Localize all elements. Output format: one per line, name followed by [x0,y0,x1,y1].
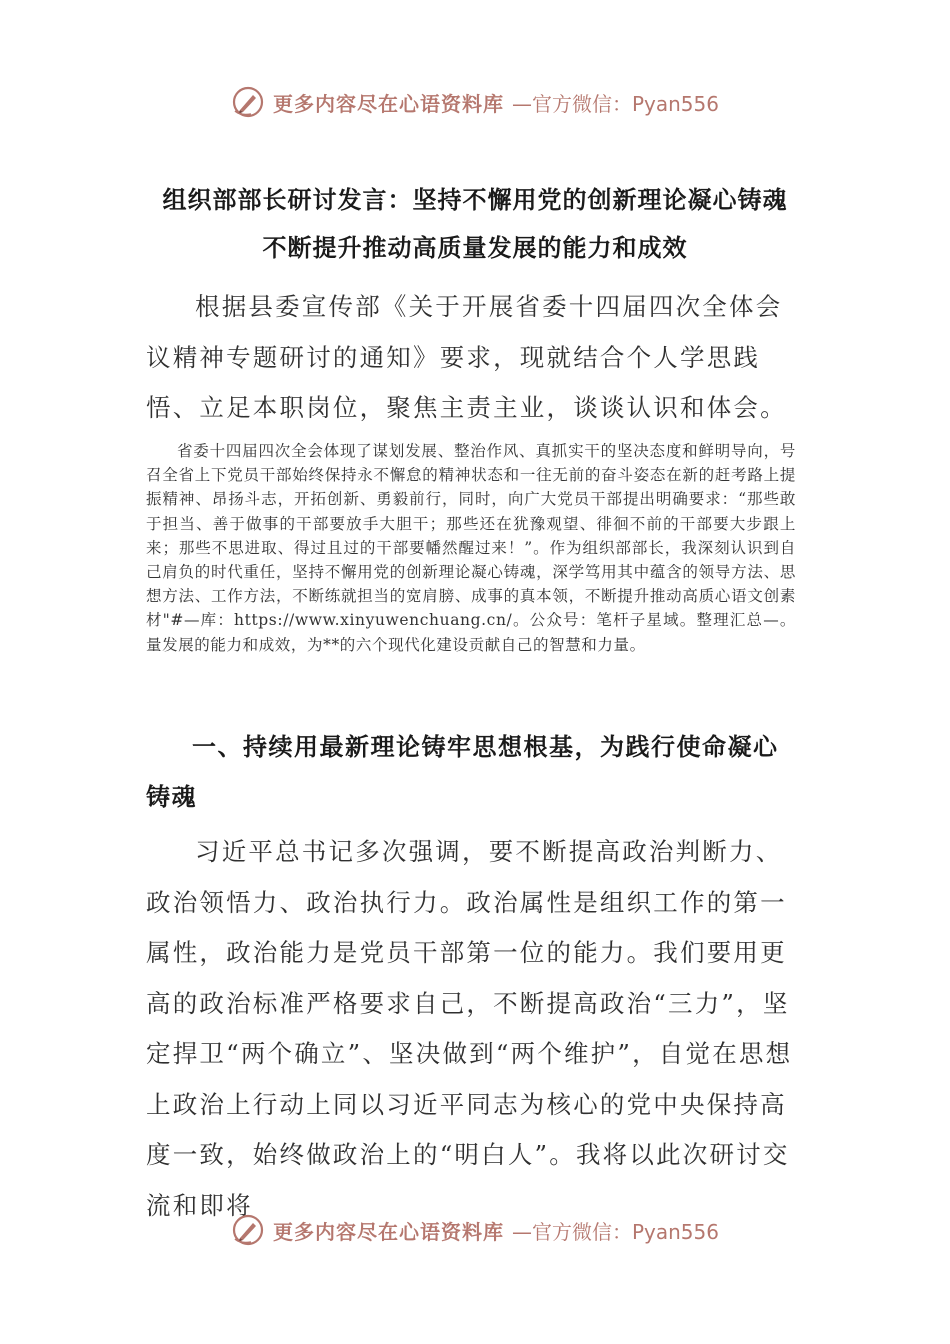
document-title-line-1: 组织部部长研讨发言：坚持不懈用党的创新理论凝心铸魂 [162,186,788,214]
section-heading: 一、持续用最新理论铸牢思想根基，为践行使命凝心铸魂 [146,733,779,811]
document-title-line-2: 不断提升推动高质量发展的能力和成效 [262,234,688,262]
header-banner [0,80,950,124]
body-paragraph: 习近平总书记多次强调，要不断提高政治判断力、政治领悟力、政治执行力。政治属性是组织工作的第一属性，政治能力是党员干部第一位的能力。我们要用更高的政治标准严格要求自己，不断提高政治“三力”，坚定捍卫“两个确立”、坚决做到“两个维护”，自觉在思想上政治上行动上同以习近平同志为核心的党中央保持高度一致，始终做政治上的“明白人”。我将以此次研讨交流和即将 [146,837,793,1220]
pen-circle-logo-icon [231,1213,265,1247]
banner-wechat-text: —官方微信：Pyan556 [511,1219,719,1244]
summary-paragraph: 省委十四届四次全会体现了谋划发展、整治作风、真抓实干的坚决态度和鲜明导向，号召全省上下党员干部始终保持永不懈怠的精神状态和一往无前的奋斗姿态在新的赶考路上提振精神、昂扬斗志，开拓创新、勇毅前行，同时，向广大党员干部提出明确要求：“那些敢于担当、善于做事的干部要放手大胆干；那些还在犹豫观望、徘徊不前的干部要大步跟上来；那些不思进取、得过且过的干部要幡然醒过来！”。作为组织部部长，我深刻认识到自己肩负的时代重任，坚持不懈用党的创新理论凝心铸魂，深学笃用其中蕴含的领导方法、思想方法、工作方法，不断练就担当的宽肩膀、成事的真本领，不断提升推动高质心语文创素材"#—库：https://www.xinyuwenchuang.cn/。公众号：笔杆子星域。整理汇总—。量发展的能力和成效，为**的六个现代化建设贡献自己的智慧和力量。 [146,442,796,654]
banner-wechat-text: —官方微信：Pyan556 [511,91,719,116]
intro-paragraph: 根据县委宣传部《关于开展省委十四届四次全体会议精神专题研讨的通知》要求，现就结合个人学思践悟、立足本职岗位，聚焦主责主业，谈谈认识和体会。 [146,292,787,422]
footer-banner [0,1208,950,1252]
pen-circle-logo-icon [231,85,265,119]
banner-site-text: 更多内容尽在心语资料库 [272,91,504,116]
banner-site-text: 更多内容尽在心语资料库 [272,1219,504,1244]
